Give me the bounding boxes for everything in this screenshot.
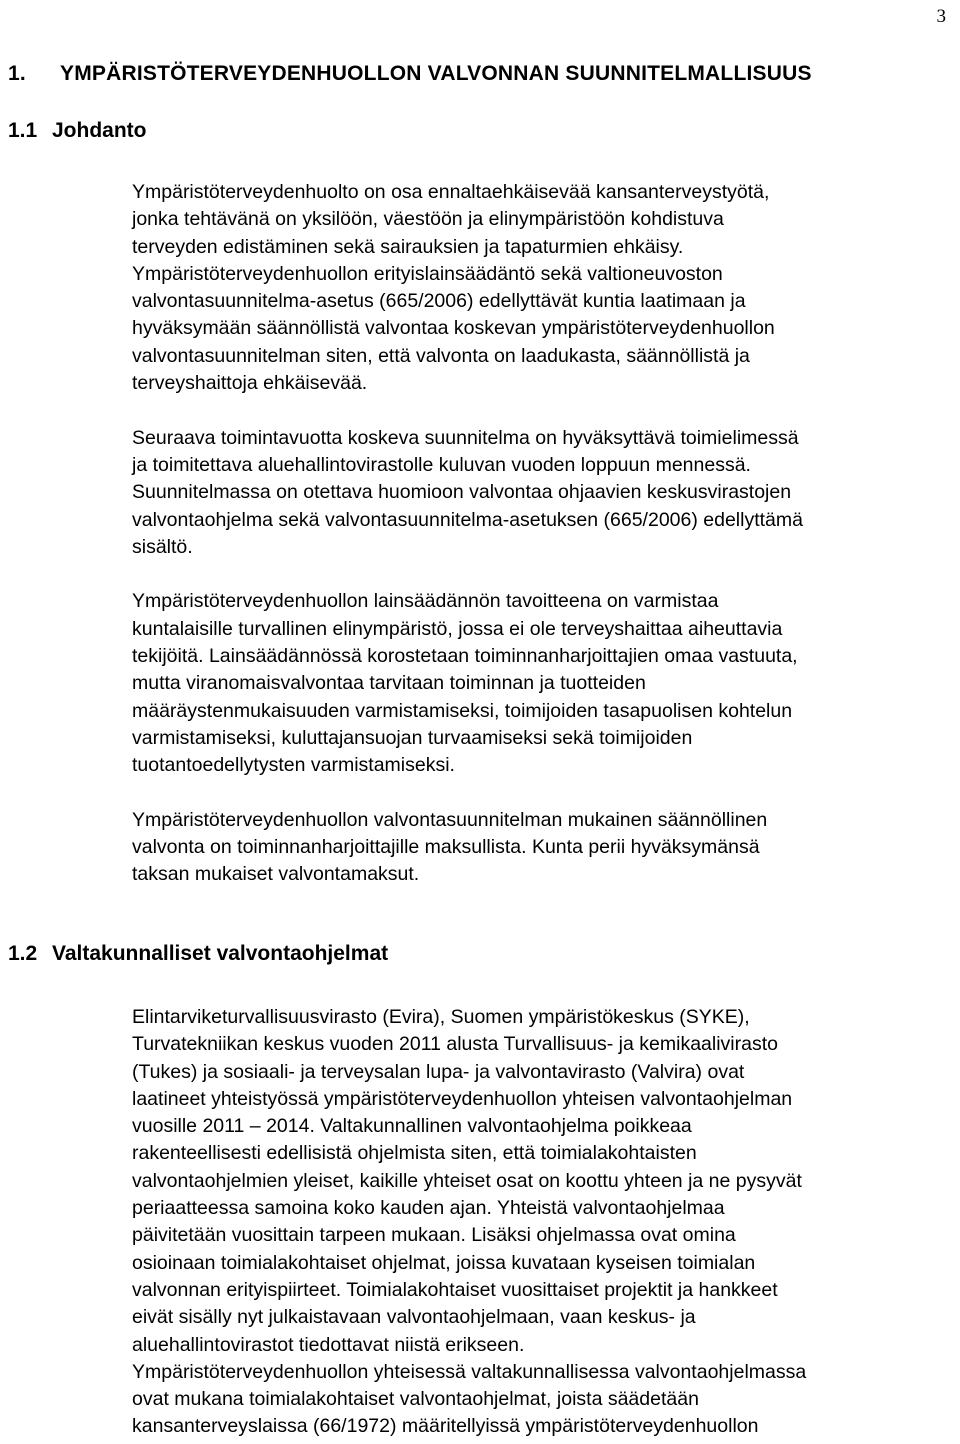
body-line: tuotantoedellytysten varmistamiseksi. bbox=[132, 754, 455, 777]
body-line: Suunnitelmassa on otettava huomioon valvontaa ohjaavien keskusvirastojen bbox=[132, 481, 792, 504]
body-line: osioinaan toimialakohtaiset ohjelmat, joissa kuvataan kyseisen toimialan bbox=[132, 1251, 756, 1274]
body-line: Ympäristöterveydenhuollon yhteisessä valtakunnallisessa valvontaohjelmassa bbox=[132, 1360, 807, 1383]
section-heading-intro bbox=[8, 119, 147, 143]
body-line: määräystenmukaisuuden varmistamiseksi, toimijoiden tasapuolisen kohtelun bbox=[132, 699, 793, 722]
body-line: Ympäristöterveydenhuollon lainsäädännön tavoitteena on varmistaa bbox=[132, 590, 719, 613]
chapter-heading bbox=[8, 62, 812, 86]
section-heading-intro-number: 1.1 bbox=[8, 119, 38, 142]
body-line: eivät sisälly nyt julkaistavaan valvontaohjelmaan, vaan keskus- ja bbox=[132, 1306, 696, 1329]
body-line: valvontasuunnitelma-asetus (665/2006) edellyttävät kuntia laatimaan ja bbox=[132, 290, 746, 313]
body-line: kansanterveyslaissa (66/1972) määritellyissä ympäristöterveydenhuollon bbox=[132, 1415, 759, 1438]
paragraph-gap bbox=[132, 780, 952, 807]
body-line: valvontasuunnitelman siten, että valvonta on laadukasta, säännöllistä ja bbox=[132, 344, 750, 367]
body-line: terveyden edistäminen sekä sairauksien ja tapaturmien ehkäisy. bbox=[132, 235, 684, 258]
body-line: mutta viranomaisvalvontaa tarvitaan toiminnan ja tuotteiden bbox=[132, 672, 646, 695]
section-heading-programs-title: Valtakunnalliset valvontaohjelmat bbox=[52, 942, 389, 965]
body-line: varmistamiseksi, kuluttajansuojan turvaamiseksi sekä toimijoiden bbox=[132, 726, 693, 749]
section-heading-programs-number: 1.2 bbox=[8, 942, 38, 965]
chapter-heading-title: YMPÄRISTÖTERVEYDENHUOLLON VALVONNAN SUUNNITELMALLISUUS bbox=[60, 62, 812, 85]
body-line: tekijöitä. Lainsäädännössä korostetaan toiminnanharjoittajien omaa vastuuta, bbox=[132, 645, 798, 668]
body-line: laatineet yhteistyössä ympäristöterveydenhuollon yhteisen valvontaohjelman bbox=[132, 1087, 793, 1110]
paragraph-gap bbox=[132, 561, 952, 588]
intro-body bbox=[132, 179, 952, 889]
body-line: Ympäristöterveydenhuollon valvontasuunnitelman mukainen säännöllinen bbox=[132, 808, 768, 831]
body-line: ovat mukana toimialakohtaiset valvontaohjelmat, joista säädetään bbox=[132, 1388, 699, 1411]
body-line: kuntalaisille turvallinen elinympäristö, jossa ei ole terveyshaittaa aiheuttavia bbox=[132, 617, 783, 640]
body-line: Ympäristöterveydenhuollon erityislainsäädäntö sekä valtioneuvoston bbox=[132, 262, 723, 285]
body-line: aluehallintovirastot tiedottavat niistä erikseen. bbox=[132, 1333, 525, 1356]
body-line: ja toimitettava aluehallintovirastolle kuluvan vuoden loppuun mennessä. bbox=[132, 453, 751, 476]
section-heading-programs bbox=[8, 942, 388, 966]
chapter-heading-number: 1. bbox=[8, 62, 26, 85]
body-line: hyväksymään säännöllistä valvontaa koskevan ympäristöterveydenhuollon bbox=[132, 317, 775, 340]
body-line: taksan mukaiset valvontamaksut. bbox=[132, 863, 420, 886]
body-line: Ympäristöterveydenhuolto on osa ennaltaehkäisevää kansanterveystyötä, bbox=[132, 181, 770, 203]
body-line: periaatteessa samoina koko kauden ajan. Yhteistä valvontaohjelmaa bbox=[132, 1197, 725, 1220]
body-line: rakenteellisesti edellisistä ohjelmista siten, että toimialakohtaisten bbox=[132, 1142, 697, 1165]
programs-body bbox=[132, 1004, 952, 1441]
body-line: valvonnan erityispiirteet. Toimialakohtaiset vuosittaiset projektit ja hankkeet bbox=[132, 1278, 778, 1301]
body-line: sisältö. bbox=[132, 535, 193, 558]
body-line: Seuraava toimintavuotta koskeva suunnitelma on hyväksyttävä toimielimessä bbox=[132, 426, 799, 449]
page-number: 3 bbox=[936, 6, 946, 27]
paragraph-gap bbox=[132, 397, 952, 424]
body-line: Turvatekniikan keskus vuoden 2011 alusta Turvallisuus- ja kemikaalivirasto bbox=[132, 1033, 778, 1056]
body-line: valvontaohjelma sekä valvontasuunnitelma-asetuksen (665/2006) edellyttämä bbox=[132, 508, 803, 531]
body-line: Elintarviketurvallisuusvirasto (Evira), Suomen ympäristökeskus (SYKE), bbox=[132, 1006, 750, 1028]
body-line: terveyshaittoja ehkäisevää. bbox=[132, 372, 368, 395]
body-line: päivitetään vuosittain tarpeen mukaan. Lisäksi ohjelmassa ovat omina bbox=[132, 1224, 736, 1247]
body-line: (Tukes) ja sosiaali- ja terveysalan lupa- ja valvontavirasto (Valvira) ovat bbox=[132, 1060, 745, 1083]
section-heading-intro-title: Johdanto bbox=[52, 119, 147, 142]
body-line: valvonta on toiminnanharjoittajille maksullista. Kunta perii hyväksymänsä bbox=[132, 836, 760, 859]
body-line: jonka tehtävänä on yksilöön, väestöön ja elinympäristöön kohdistuva bbox=[132, 208, 724, 231]
body-line: vuosille 2011 – 2014. Valtakunnallinen valvontaohjelma poikkeaa bbox=[132, 1115, 692, 1138]
body-line: valvontaohjelmien yleiset, kaikille yhteiset osat on koottu yhteen ja ne pysyvät bbox=[132, 1169, 802, 1192]
